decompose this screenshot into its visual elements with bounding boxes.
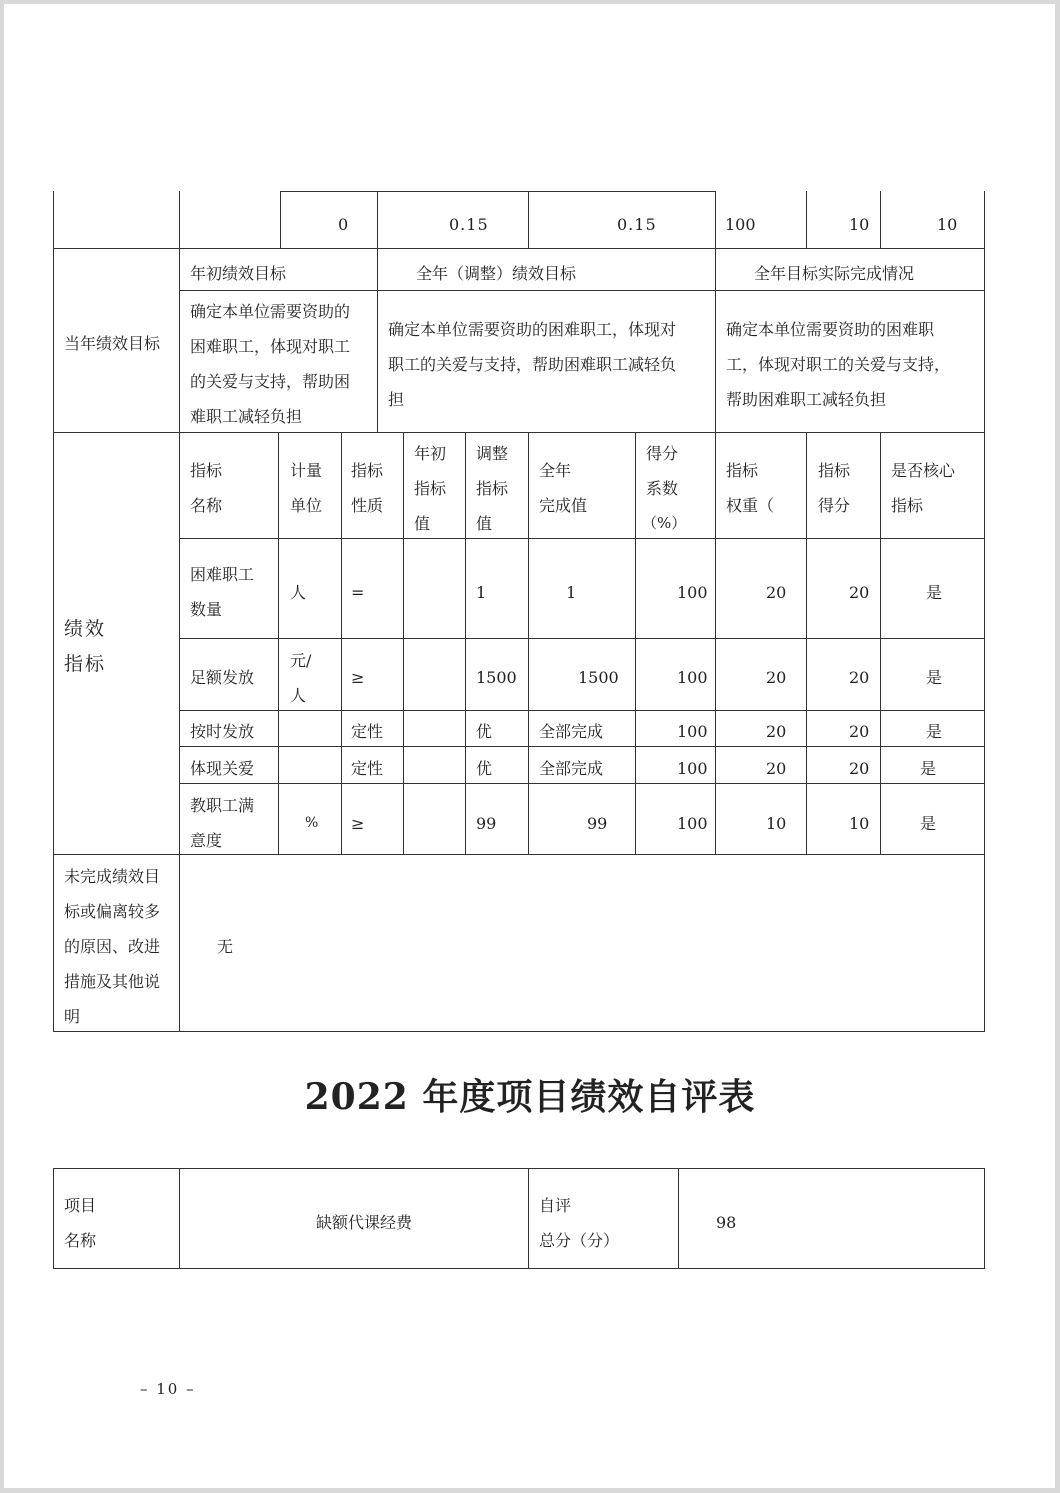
top-row-value-0: 0: [338, 215, 349, 234]
col3-header: 全年目标实际完成情况: [754, 264, 915, 283]
top-row-value-2: 0.15: [617, 215, 657, 234]
annual-goal-label: 当年绩效目标: [64, 334, 161, 353]
project-name-value: 缺额代课经费: [316, 1213, 413, 1232]
top-row-value-3: 100: [725, 215, 756, 234]
top-row-value-5: 10: [937, 215, 958, 234]
top-row-value-4: 10: [849, 215, 870, 234]
unfinished-value: 无: [217, 937, 234, 956]
col1-header: 年初绩效目标: [190, 264, 287, 283]
page-number: – 10 –: [140, 1380, 196, 1398]
col2-header: 全年（调整）绩效目标: [416, 264, 577, 283]
page-title: 2022 年度项目绩效自评表: [304, 1076, 756, 1118]
top-row-value-1: 0.15: [449, 215, 489, 234]
self-score-value: 98: [716, 1213, 737, 1232]
